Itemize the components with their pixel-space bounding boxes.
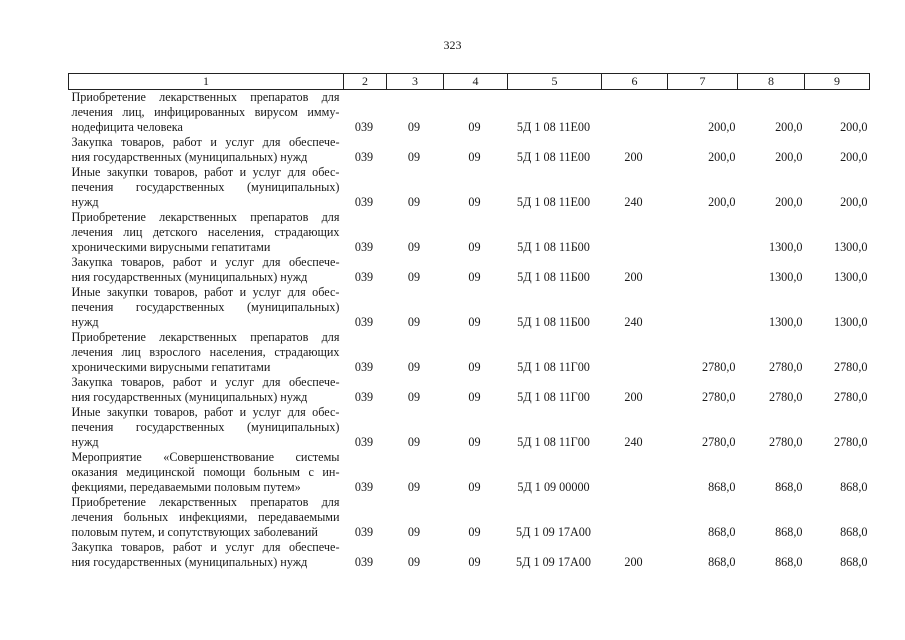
- subsection-code: 09: [468, 525, 481, 539]
- amount-col8: 1300,0: [768, 315, 803, 329]
- table-header-row: [69, 74, 870, 90]
- description-line: лечения больных инфекциями, передаваемыми: [71, 510, 340, 524]
- description-line: Мероприятие «Совершенствование системы: [71, 450, 340, 464]
- amount-col7: 868,0: [708, 525, 736, 539]
- chapter-code: 09: [407, 555, 421, 569]
- row-description: [69, 210, 344, 255]
- amount-col7: 868,0: [708, 480, 736, 494]
- amount-col7: 200,0: [708, 195, 736, 209]
- section-code: 039: [354, 240, 374, 254]
- amount-col7: 2780,0: [701, 360, 736, 374]
- expense-type-code: 240: [624, 435, 643, 449]
- column-header: 3: [387, 74, 444, 90]
- target-article-code: 5Д 1 09 17А00: [515, 525, 591, 539]
- subsection-code: 09: [468, 435, 481, 449]
- amount-col8: 200,0: [775, 150, 803, 164]
- amount-col9: 868,0: [840, 525, 868, 539]
- chapter-code: 09: [407, 360, 421, 374]
- target-article-code: 5Д 1 08 11Г00: [517, 390, 590, 404]
- amount-col9: 2780,0: [833, 390, 868, 404]
- table-row: [69, 330, 870, 375]
- column-header: 4: [444, 74, 508, 90]
- section-code: 039: [354, 150, 374, 164]
- description-line: нужд: [71, 195, 99, 209]
- target-article-code: 5Д 1 08 11Б00: [517, 240, 590, 254]
- table-row: [69, 405, 870, 450]
- row-description: [69, 165, 344, 210]
- column-header: 9: [805, 74, 870, 90]
- section-code: 039: [354, 435, 374, 449]
- description-line: нодефицита человека: [71, 120, 183, 134]
- expense-type-code: [602, 495, 668, 540]
- target-article-code: 5Д 1 08 11Е00: [516, 150, 591, 164]
- expense-type-code: 240: [624, 195, 643, 209]
- description-line: фекциями, передаваемыми половым путем»: [71, 480, 301, 494]
- amount-col7: [668, 285, 738, 330]
- amount-col7: 2780,0: [701, 435, 736, 449]
- section-code: 039: [354, 555, 374, 569]
- amount-col7: 868,0: [708, 555, 736, 569]
- table-row: [69, 90, 870, 136]
- column-header: 8: [738, 74, 805, 90]
- expense-type-code: 200: [624, 555, 643, 569]
- table-row: [69, 540, 870, 570]
- table-row: [69, 165, 870, 210]
- description-line: половым путем, и сопутствующих заболеваний: [71, 525, 318, 539]
- table-row: [69, 495, 870, 540]
- target-article-code: 5Д 1 08 11Г00: [517, 360, 590, 374]
- amount-col7: 200,0: [708, 120, 736, 134]
- chapter-code: 09: [407, 390, 421, 404]
- column-header: 6: [602, 74, 668, 90]
- target-article-code: 5Д 1 08 11Б00: [517, 270, 590, 284]
- row-description: [69, 495, 344, 540]
- section-code: 039: [354, 360, 374, 374]
- row-description: [69, 330, 344, 375]
- amount-col9: 1300,0: [833, 240, 868, 254]
- amount-col8: 868,0: [775, 555, 803, 569]
- row-description: [69, 450, 344, 495]
- description-line: оказания медицинской помощи больным с ин-: [71, 465, 340, 479]
- amount-col8: 2780,0: [768, 390, 803, 404]
- table-body: [69, 90, 870, 571]
- amount-col7: 2780,0: [701, 390, 736, 404]
- subsection-code: 09: [468, 315, 481, 329]
- chapter-code: 09: [407, 270, 421, 284]
- amount-col8: 868,0: [775, 525, 803, 539]
- description-line: Закупка товаров, работ и услуг для обеспече-: [71, 255, 340, 269]
- subsection-code: 09: [468, 480, 481, 494]
- amount-col7: [668, 210, 738, 255]
- chapter-code: 09: [407, 315, 421, 329]
- chapter-code: 09: [407, 150, 421, 164]
- expense-type-code: [602, 450, 668, 495]
- column-header: 5: [508, 74, 602, 90]
- description-line: нужд: [71, 315, 99, 329]
- amount-col9: 200,0: [840, 150, 868, 164]
- column-header: 2: [344, 74, 387, 90]
- table-row: [69, 210, 870, 255]
- description-line: Приобретение лекарственных препаратов для: [71, 90, 340, 104]
- target-article-code: 5Д 1 08 11Б00: [517, 315, 590, 329]
- description-line: Иные закупки товаров, работ и услуг для обес-: [71, 285, 340, 299]
- target-article-code: 5Д 1 09 00000: [517, 480, 590, 494]
- description-line: Приобретение лекарственных препаратов для: [71, 330, 340, 344]
- description-line: хроническими вирусными гепатитами: [71, 360, 271, 374]
- row-description: [69, 285, 344, 330]
- amount-col9: 1300,0: [833, 270, 868, 284]
- description-line: лечения лиц детского населения, страдающих: [71, 225, 340, 239]
- expense-type-code: [602, 90, 668, 136]
- chapter-code: 09: [407, 195, 421, 209]
- expense-type-code: 240: [624, 315, 643, 329]
- amount-col8: 2780,0: [768, 435, 803, 449]
- expense-type-code: [602, 210, 668, 255]
- expense-type-code: 200: [624, 390, 643, 404]
- amount-col9: 2780,0: [833, 360, 868, 374]
- target-article-code: 5Д 1 08 11Е00: [516, 195, 591, 209]
- expense-type-code: 200: [624, 270, 643, 284]
- amount-col8: 1300,0: [768, 240, 803, 254]
- section-code: 039: [354, 195, 374, 209]
- chapter-code: 09: [407, 525, 421, 539]
- description-line: Закупка товаров, работ и услуг для обеспече-: [71, 135, 340, 149]
- target-article-code: 5Д 1 08 11Г00: [517, 435, 590, 449]
- chapter-code: 09: [407, 480, 421, 494]
- table-row: [69, 255, 870, 285]
- section-code: 039: [354, 525, 374, 539]
- amount-col9: 200,0: [840, 120, 868, 134]
- amount-col8: 868,0: [775, 480, 803, 494]
- description-line: ния государственных (муниципальных) нужд: [71, 150, 308, 164]
- subsection-code: 09: [468, 390, 481, 404]
- target-article-code: 5Д 1 09 17А00: [515, 555, 591, 569]
- description-line: печения государственных (муниципальных): [71, 300, 340, 314]
- expense-type-code: [602, 330, 668, 375]
- amount-col7: 200,0: [708, 150, 736, 164]
- description-line: печения государственных (муниципальных): [71, 420, 340, 434]
- description-line: нужд: [71, 435, 99, 449]
- target-article-code: 5Д 1 08 11Е00: [516, 120, 591, 134]
- description-line: лечения лиц взрослого населения, страдающих: [71, 345, 340, 359]
- table-row: [69, 450, 870, 495]
- subsection-code: 09: [468, 150, 481, 164]
- description-line: печения государственных (муниципальных): [71, 180, 340, 194]
- subsection-code: 09: [468, 120, 481, 134]
- amount-col8: 200,0: [775, 120, 803, 134]
- description-line: лечения лиц, инфицированных вирусом имму-: [71, 105, 340, 119]
- subsection-code: 09: [468, 195, 481, 209]
- subsection-code: 09: [468, 360, 481, 374]
- row-description: [69, 405, 344, 450]
- amount-col8: 200,0: [775, 195, 803, 209]
- row-description: [69, 135, 344, 165]
- amount-col9: 2780,0: [833, 435, 868, 449]
- row-description: [69, 90, 344, 136]
- column-header: 1: [69, 74, 344, 90]
- section-code: 039: [354, 480, 374, 494]
- chapter-code: 09: [407, 435, 421, 449]
- description-line: ния государственных (муниципальных) нужд: [71, 270, 308, 284]
- description-line: Иные закупки товаров, работ и услуг для обес-: [71, 165, 340, 179]
- row-description: [69, 255, 344, 285]
- budget-table: [68, 73, 870, 570]
- amount-col8: 2780,0: [768, 360, 803, 374]
- description-line: Закупка товаров, работ и услуг для обеспече-: [71, 540, 340, 554]
- amount-col9: 868,0: [840, 555, 868, 569]
- row-description: [69, 375, 344, 405]
- section-code: 039: [354, 315, 374, 329]
- page-number: 323: [443, 38, 462, 52]
- row-description: [69, 540, 344, 570]
- description-line: Приобретение лекарственных препаратов для: [71, 210, 340, 224]
- amount-col9: 200,0: [840, 195, 868, 209]
- description-line: хроническими вирусными гепатитами: [71, 240, 271, 254]
- subsection-code: 09: [468, 240, 481, 254]
- section-code: 039: [354, 270, 374, 284]
- section-code: 039: [354, 390, 374, 404]
- subsection-code: 09: [468, 270, 481, 284]
- description-line: Приобретение лекарственных препаратов для: [71, 495, 340, 509]
- description-line: Иные закупки товаров, работ и услуг для обес-: [71, 405, 340, 419]
- section-code: 039: [354, 120, 374, 134]
- expense-type-code: 200: [624, 150, 643, 164]
- column-header: 7: [668, 74, 738, 90]
- subsection-code: 09: [468, 555, 481, 569]
- amount-col9: 868,0: [840, 480, 868, 494]
- table-row: [69, 375, 870, 405]
- amount-col8: 1300,0: [768, 270, 803, 284]
- table-row: [69, 135, 870, 165]
- description-line: ния государственных (муниципальных) нужд: [71, 555, 308, 569]
- table-row: [69, 285, 870, 330]
- amount-col9: 1300,0: [833, 315, 868, 329]
- chapter-code: 09: [407, 240, 421, 254]
- description-line: Закупка товаров, работ и услуг для обеспече-: [71, 375, 340, 389]
- chapter-code: 09: [407, 120, 421, 134]
- description-line: ния государственных (муниципальных) нужд: [71, 390, 308, 404]
- amount-col7: [668, 255, 738, 285]
